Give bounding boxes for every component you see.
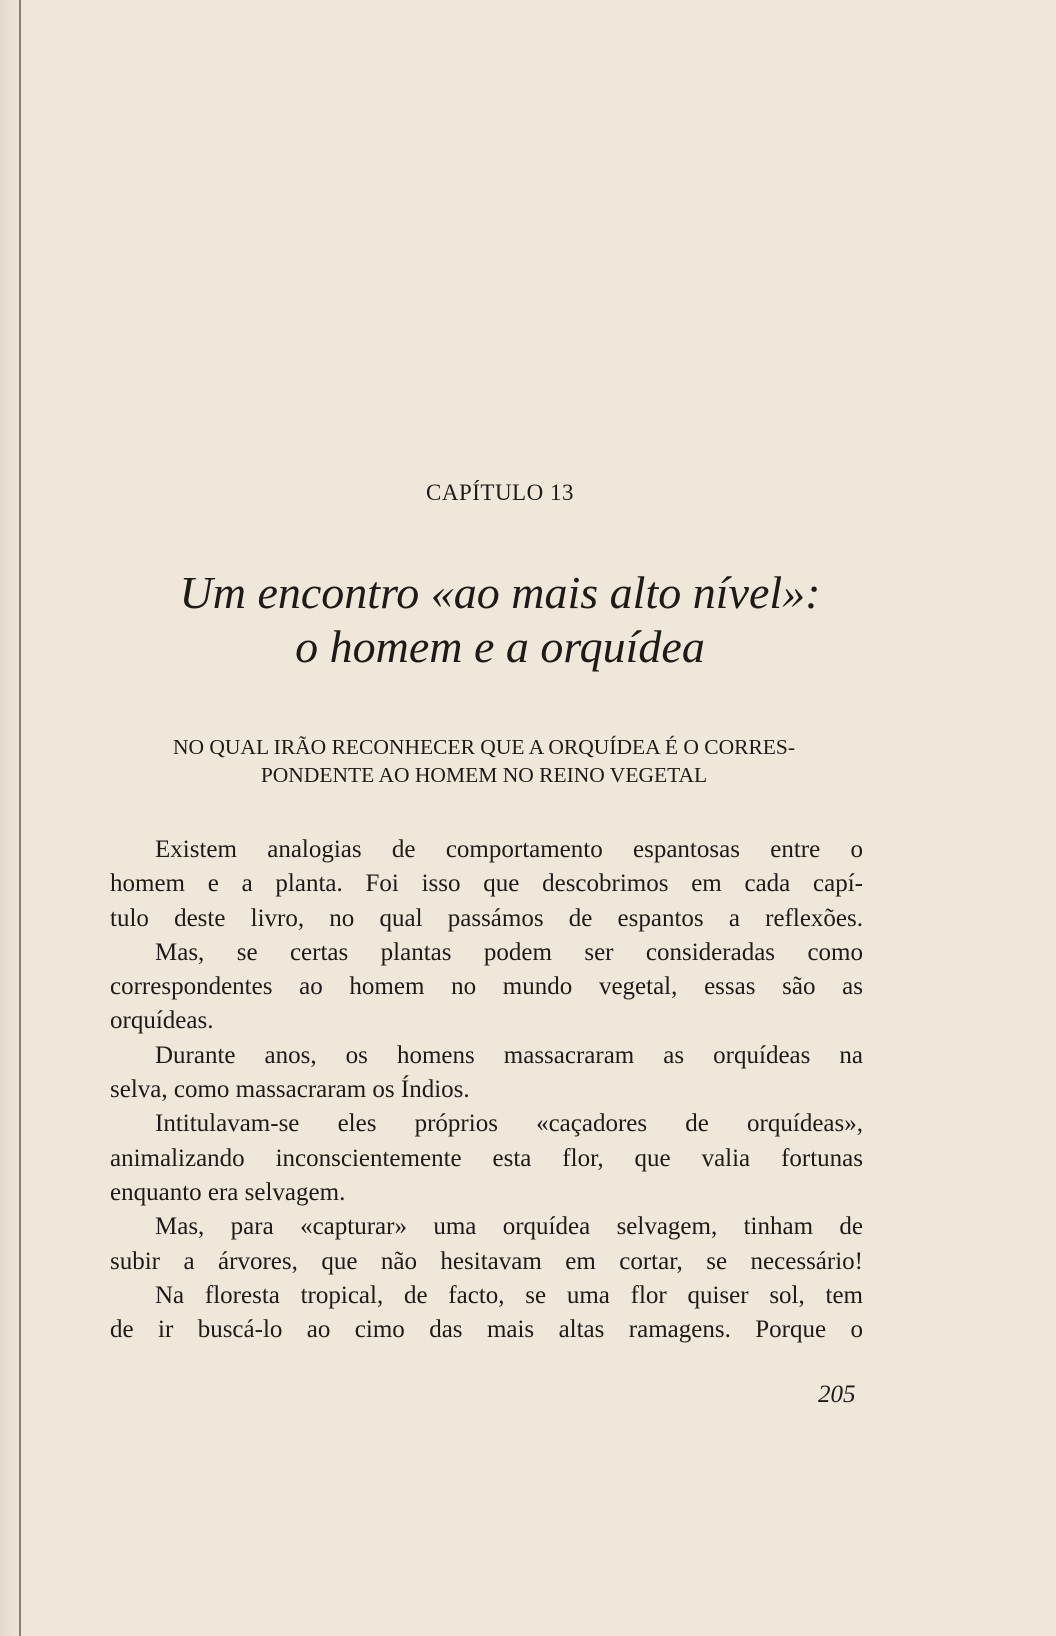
binding-edge: [19, 0, 21, 1636]
body-line: Durante anos, os homens massacraram as orquídeas na: [155, 1041, 863, 1069]
body-line: subir a árvores, que não hesitavam em cortar, se necessário!: [110, 1247, 863, 1275]
body-line: orquídeas.: [110, 1007, 214, 1035]
body-line: animalizando inconscientemente esta flor, que valia fortunas: [110, 1144, 863, 1172]
body-line: Na floresta tropical, de facto, se uma flor quiser sol, tem: [155, 1281, 863, 1309]
body-line: Existem analogias de comportamento espantosas entre o: [155, 836, 863, 863]
body-line: selva, como massacraram os Índios.: [110, 1076, 470, 1104]
chapter-title-line-2: o homem e a orquídea: [295, 621, 705, 672]
body-line: homem e a planta. Foi isso que descobrimos em cada capí-: [110, 870, 863, 898]
page-number: 205: [818, 1381, 856, 1408]
subtitle-line: PONDENTE AO HOMEM NO REINO VEGETAL: [260, 763, 708, 787]
body-line: tulo deste livro, no qual passámos de espantos a reflexões.: [110, 904, 863, 932]
body-line: Intitulavam-se eles próprios «caçadores de orquídeas»,: [155, 1110, 863, 1138]
chapter-subtitle: [108, 733, 860, 789]
body-line: Mas, se certas plantas podem ser consideradas como: [155, 938, 863, 966]
page-gutter: [0, 0, 19, 1636]
body-line: correspondentes ao homem no mundo vegetal, essas são as: [110, 973, 863, 1001]
body-line: Mas, para «capturar» uma orquídea selvagem, tinham de: [155, 1213, 863, 1241]
body-line: enquanto era selvagem.: [110, 1178, 346, 1206]
body-text: [110, 833, 863, 1347]
body-line: de ir buscá-lo ao cimo das mais altas ramagens. Porque o: [110, 1316, 863, 1344]
subtitle-line: NO QUAL IRÃO RECONHECER QUE A ORQUÍDEA É O CORRES-: [172, 735, 796, 759]
chapter-title-line-1: Um encontro «ao mais alto nível»:: [179, 567, 821, 618]
chapter-label: CAPÍTULO 13: [426, 480, 574, 505]
